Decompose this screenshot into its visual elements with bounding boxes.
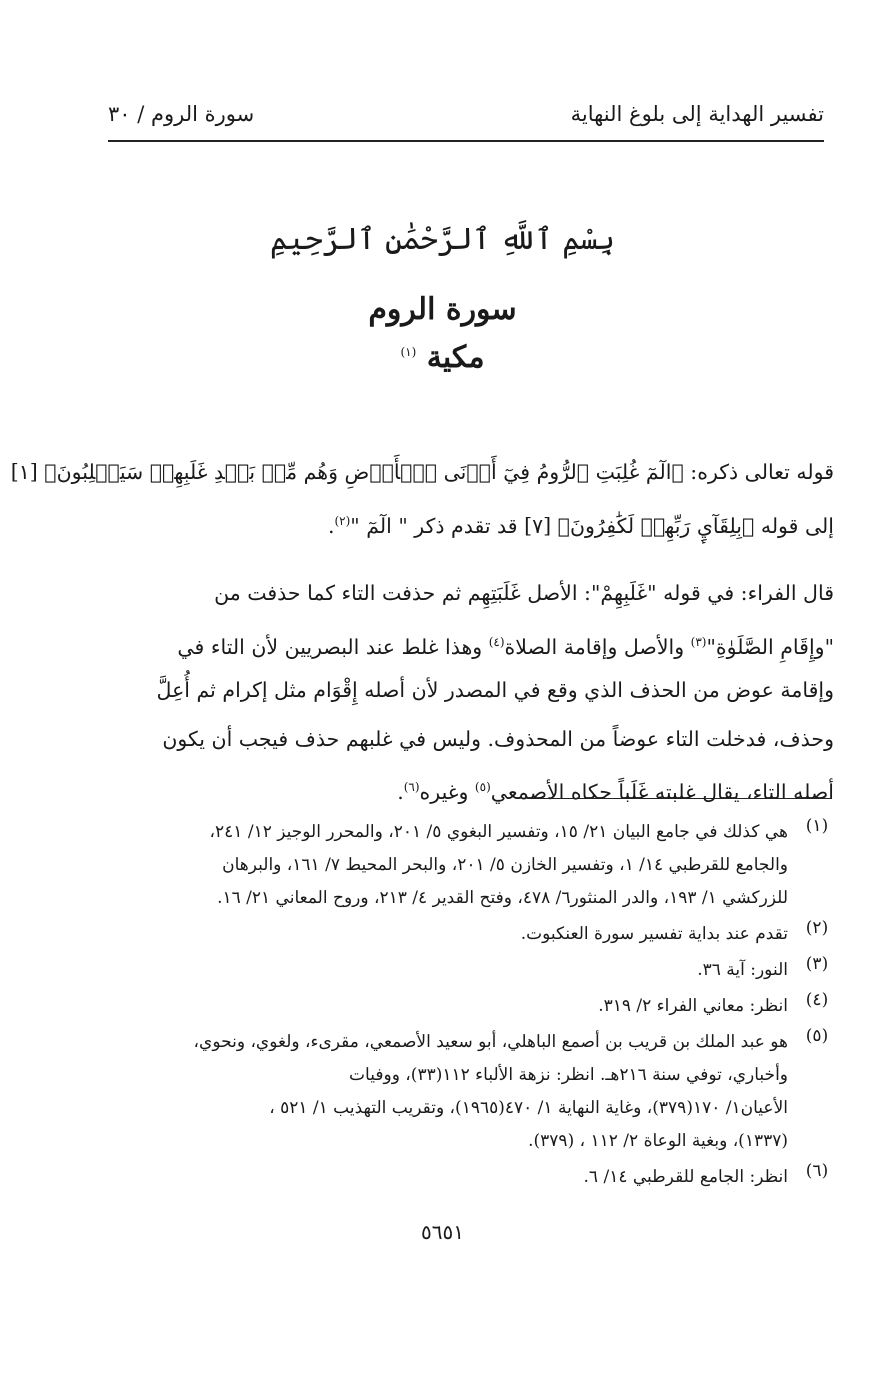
footnote-text [118, 918, 788, 951]
surah-reference: سورة الروم / ٣٠ [108, 102, 255, 126]
footnotes [118, 816, 836, 1194]
paragraph-gap [118, 545, 834, 569]
footnote-number: (٢) [805, 918, 829, 938]
footnote-text [118, 816, 788, 915]
text-line [10, 448, 834, 497]
footnote-line: النور: آية ٣٦. [697, 960, 788, 980]
line-text: وغيره [419, 779, 475, 804]
footnote [118, 1026, 836, 1158]
line-text: وإقامة عوض من الحذف الذي وقع في المصدر لأن أصله إِقْوَام مثل إكرام ثم أُعِلَّ [156, 678, 834, 702]
footnote-text [118, 954, 788, 987]
footnote-line: هو عبد الملك بن قريب بن أصمع الباهلي، أبو سعيد الأصمعي، مقرىء، ولغوي، ونحوي، [193, 1032, 788, 1052]
header-divider [108, 140, 824, 142]
footnote-text [118, 1026, 788, 1158]
footnote-line: انظر: معاني الفراء ٢/ ٣١٩. [598, 996, 788, 1016]
line-text: إلى قوله ﴿بِلِقَآيِٕ رَبِّهِمۡ لَكَٰفِرُونَ﴾ [٧] قد تقدم ذكر " الٓمٓ " [350, 513, 834, 538]
footnote-line: انظر: الجامع للقرطبي ١٤/ ٦. [583, 1167, 788, 1187]
footnote-line: الأعيان١/ ١٧٠(٣٧٩)، وغاية النهاية ١/ ٤٧٠(١٩٦٥)، وتقريب التهذيب ١/ ٥٢١ ، [269, 1098, 788, 1118]
book-title: تفسير الهداية إلى بلوغ النهاية [570, 102, 824, 126]
footnote-line: هي كذلك في جامع البيان ٢١/ ١٥، وتفسير البغوي ٥/ ٢٠١، والمحرر الوجيز ١٢/ ٢٤١، [209, 822, 788, 842]
line-text: قال الفراء: في قوله "غَلَبِهِمْ": الأصل غَلَبَتِهِم ثم حذفت التاء كما حذفت من [214, 581, 834, 605]
line-text: أصله التاء، يقال غلبته غَلَباً حكاه الأصمعي [490, 779, 834, 804]
line-text: وهذا غلط عند البصريين لأن التاء في [177, 634, 489, 659]
commentary-body [10, 448, 834, 812]
footnote-marker: (٦) [403, 780, 420, 794]
footnote-marker: (٥) [474, 780, 491, 794]
text-line [118, 497, 834, 546]
footnote-line: وأخباري، توفي سنة ٢١٦هـ. انظر: نزهة الألباء ١١٢(٣٣)، ووفيات [349, 1065, 788, 1085]
footnote [118, 1161, 836, 1194]
footnote [118, 816, 836, 915]
footnote [118, 954, 836, 987]
text-line [118, 618, 834, 667]
footnote-line: (١٣٣٧)، وبغية الوعاة ٢/ ١١٢ ، (٣٧٩). [528, 1131, 788, 1151]
footnote-number: (١) [805, 816, 829, 836]
footnote-number: (٥) [805, 1026, 829, 1046]
line-text: وحذف، فدخلت التاء عوضاً من المحذوف. وليس في غلبهم حذف فيجب أن يكون [162, 726, 834, 751]
revelation-type-label: مكية [426, 340, 485, 375]
text-line [118, 763, 834, 812]
footnote-text [118, 990, 788, 1023]
surah-revelation-type [0, 340, 885, 375]
line-text: والأصل وإقامة الصلاة [504, 634, 691, 659]
footnote-line: تقدم عند بداية تفسير سورة العنكبوت. [520, 924, 788, 944]
page-number: ٥٦٥١ [421, 1220, 464, 1244]
footnote-number: (٦) [805, 1161, 829, 1181]
footnote [118, 990, 836, 1023]
line-text: . [327, 513, 335, 538]
footnote-number: (٣) [805, 954, 829, 974]
line-text: قوله تعالى ذكره: ﴿الٓمٓ غُلِبَتِ ٱلرُّومُ فِيٓ أَدۡنَى ٱلۡأَرۡضِ وَهُم مِّنۢ بَعۡدِ غَلَبِهِمۡ سَيَغۡلِبُونَ﴾ [١] [10, 460, 834, 484]
basmala: بِسْمِ ٱللَّهِ ٱلرَّحْمَٰنِ ٱلرَّحِيمِ [269, 222, 615, 257]
text-line [118, 569, 834, 618]
footnote-marker: (٢) [334, 513, 351, 528]
footnote-line: والجامع للقرطبي ١٤/ ١، وتفسير الخازن ٥/ ٢٠١، والبحر المحيط ٧/ ١٦١، والبرهان [222, 855, 788, 875]
text-line [118, 715, 834, 764]
running-header [108, 98, 824, 138]
footnote-number: (٤) [805, 990, 829, 1010]
line-text: . [397, 779, 404, 804]
footnote-text [118, 1161, 788, 1194]
text-line [118, 666, 834, 715]
footnote-marker: (٣) [690, 634, 707, 649]
line-text: "وإِقَامِ الصَّلَوٰةِ" [706, 634, 834, 659]
footnote-line: للزركشي ١/ ١٩٣، والدر المنثور٦/ ٤٧٨، وفتح القدير ٤/ ٢١٣، وروح المعاني ٢١/ ١٦. [217, 888, 788, 908]
footnote [118, 918, 836, 951]
footnote-marker: (١) [400, 345, 417, 359]
footnote-divider [530, 798, 832, 799]
surah-title: سورة الروم [368, 292, 517, 327]
footnote-marker: (٤) [488, 634, 505, 649]
